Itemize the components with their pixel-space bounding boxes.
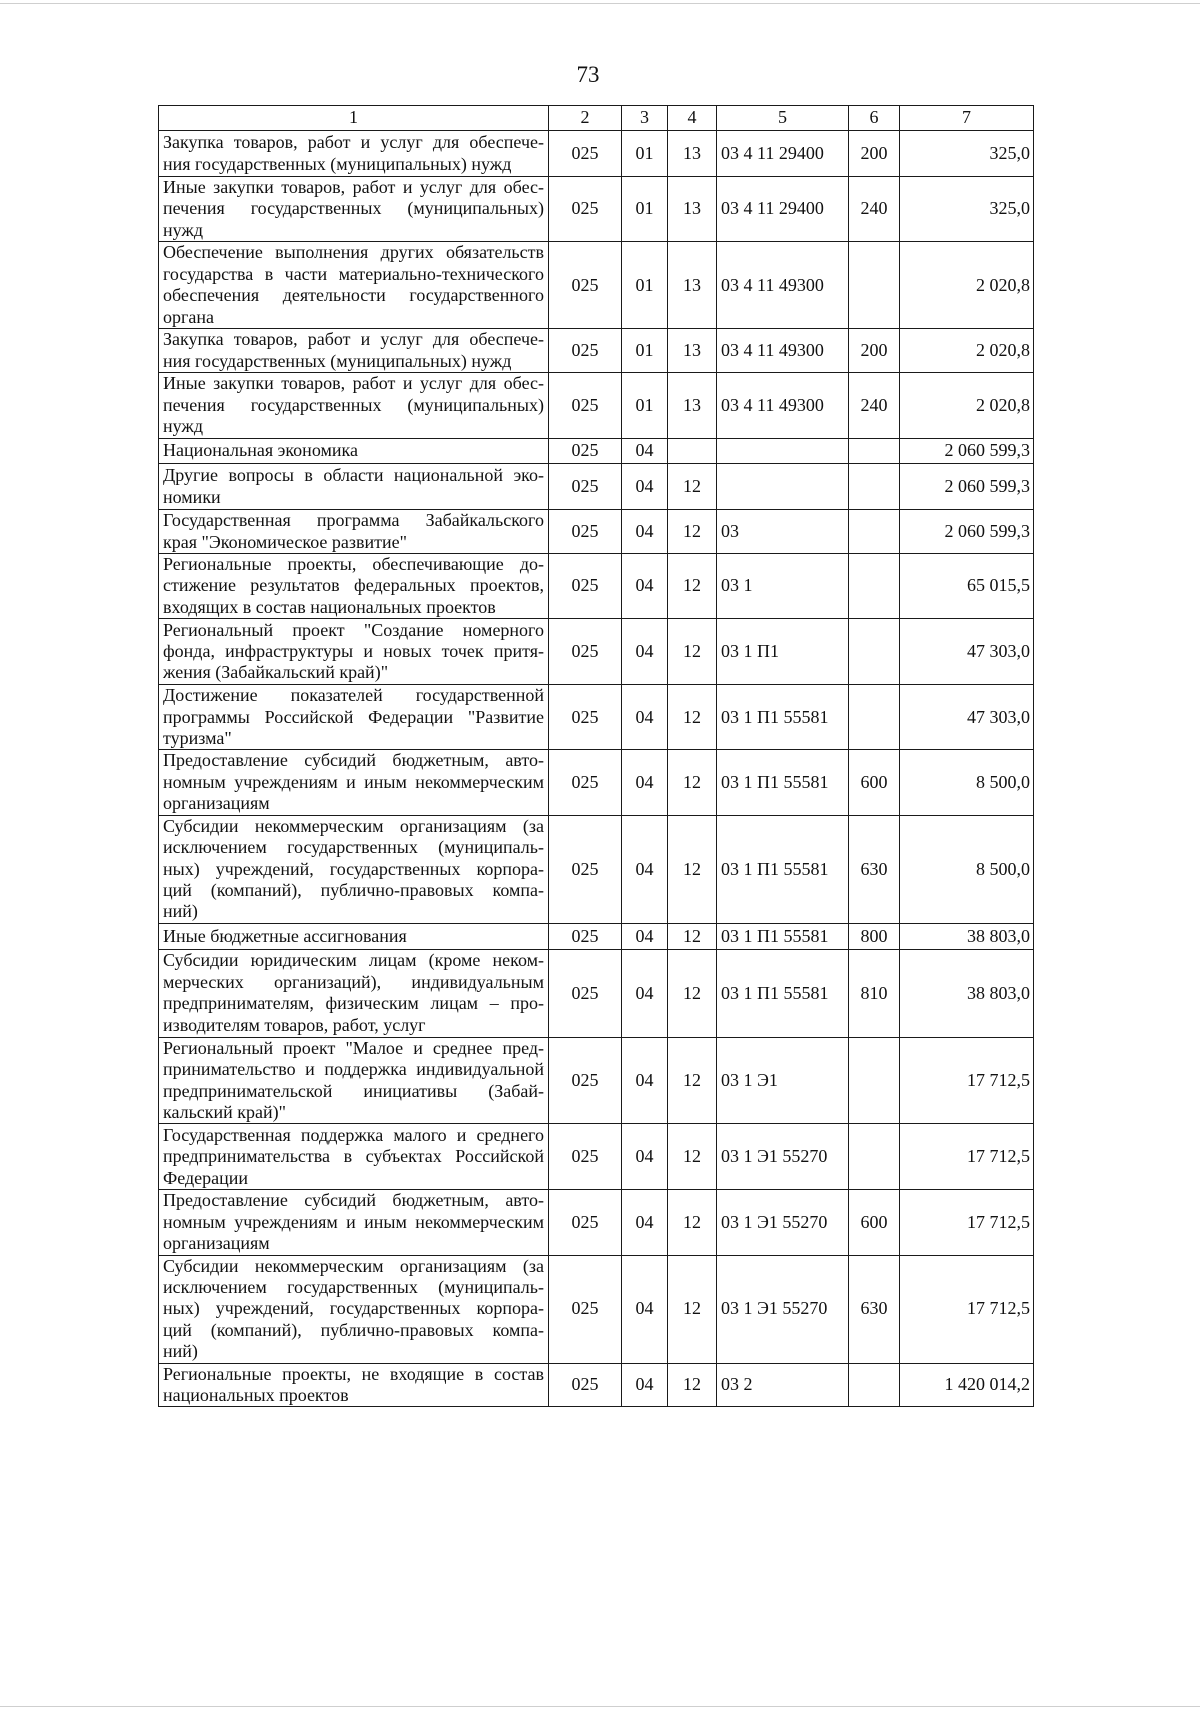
cell-amount: 17 712,5 — [900, 1255, 1034, 1363]
cell-amount: 325,0 — [900, 177, 1034, 242]
cell-section: 04 — [622, 510, 668, 554]
header-row — [159, 106, 1034, 131]
cell-expense-type — [849, 685, 900, 750]
cell-admin-code: 025 — [549, 1363, 622, 1407]
table-row — [159, 329, 1034, 373]
cell-section: 04 — [622, 619, 668, 685]
table-header — [159, 106, 1034, 131]
cell-description — [159, 131, 549, 177]
cell-expense-type: 600 — [849, 750, 900, 815]
description-line: органа — [163, 306, 214, 327]
description-line: номным учреждениям и иным некоммерческим — [163, 1211, 544, 1232]
cell-subsection: 12 — [668, 949, 717, 1037]
description-line: Региональные проекты, обеспечивающие до- — [163, 554, 544, 575]
cell-subsection: 12 — [668, 1255, 717, 1363]
cell-description — [159, 554, 549, 619]
cell-target-article: 03 1 Э1 55270 — [717, 1255, 849, 1363]
cell-target-article: 03 1 Э1 — [717, 1037, 849, 1124]
cell-section: 04 — [622, 1124, 668, 1190]
description-line: Иные бюджетные ассигнования — [163, 925, 407, 946]
cell-admin-code: 025 — [549, 373, 622, 439]
cell-description — [159, 1255, 549, 1363]
cell-admin-code: 025 — [549, 464, 622, 510]
description-line: изводителям товаров, работ, услуг — [163, 1014, 426, 1035]
cell-amount: 17 712,5 — [900, 1124, 1034, 1190]
cell-amount: 1 420 014,2 — [900, 1363, 1034, 1407]
cell-expense-type: 200 — [849, 131, 900, 177]
cell-admin-code: 025 — [549, 1124, 622, 1190]
description-line: нужд — [163, 416, 203, 437]
cell-target-article — [717, 439, 849, 464]
description-line: национальных проектов — [163, 1385, 349, 1405]
cell-section: 04 — [622, 685, 668, 750]
cell-subsection: 12 — [668, 554, 717, 619]
cell-description — [159, 510, 549, 554]
cell-section: 01 — [622, 329, 668, 373]
header-cell-1: 1 — [159, 106, 549, 131]
cell-admin-code: 025 — [549, 750, 622, 815]
description-line: стижение результатов федеральных проектов, — [163, 575, 544, 596]
cell-subsection: 12 — [668, 510, 717, 554]
cell-section: 04 — [622, 923, 668, 949]
cell-subsection: 12 — [668, 1363, 717, 1407]
table-row — [159, 619, 1034, 685]
header-cell-2: 2 — [549, 106, 622, 131]
table-row — [159, 1037, 1034, 1124]
cell-target-article: 03 1 П1 55581 — [717, 923, 849, 949]
header-cell-3: 3 — [622, 106, 668, 131]
description-line: Закупка товаров, работ и услуг для обеспече- — [163, 329, 544, 350]
cell-description — [159, 1124, 549, 1190]
description-line: Обеспечение выполнения других обязательств — [163, 242, 544, 263]
cell-amount: 2 020,8 — [900, 329, 1034, 373]
cell-section: 04 — [622, 464, 668, 510]
cell-admin-code: 025 — [549, 1255, 622, 1363]
cell-target-article: 03 2 — [717, 1363, 849, 1407]
cell-subsection: 13 — [668, 242, 717, 329]
description-line: ния государственных (муниципальных) нужд — [163, 350, 512, 371]
description-line: Иные закупки товаров, работ и услуг для обес- — [163, 177, 544, 197]
table-row — [159, 1190, 1034, 1255]
cell-target-article: 03 1 П1 55581 — [717, 815, 849, 923]
cell-admin-code: 025 — [549, 554, 622, 619]
cell-subsection — [668, 439, 717, 464]
cell-target-article: 03 1 — [717, 554, 849, 619]
cell-target-article: 03 4 11 49300 — [717, 373, 849, 439]
cell-description — [159, 373, 549, 439]
cell-expense-type: 240 — [849, 373, 900, 439]
cell-subsection: 12 — [668, 619, 717, 685]
cell-admin-code: 025 — [549, 815, 622, 923]
cell-amount: 325,0 — [900, 131, 1034, 177]
header-cell-7: 7 — [900, 106, 1034, 131]
description-line: принимательство и поддержка индивидуальной — [163, 1059, 544, 1080]
description-line: ных) учреждений, государственных корпора- — [163, 858, 544, 879]
description-line: входящих в состав национальных проектов — [163, 596, 496, 617]
description-line: государства в части материально-технического — [163, 263, 544, 284]
cell-expense-type: 240 — [849, 177, 900, 242]
description-line: ний) — [163, 1341, 198, 1362]
table-row — [159, 510, 1034, 554]
table-row — [159, 685, 1034, 750]
description-line: организациям — [163, 1233, 270, 1254]
cell-amount: 2 060 599,3 — [900, 439, 1034, 464]
cell-target-article: 03 1 Э1 55270 — [717, 1190, 849, 1255]
table-row — [159, 1255, 1034, 1363]
cell-subsection: 12 — [668, 815, 717, 923]
cell-section: 04 — [622, 554, 668, 619]
cell-description — [159, 923, 549, 949]
cell-description — [159, 242, 549, 329]
cell-subsection: 12 — [668, 1037, 717, 1124]
cell-expense-type — [849, 1363, 900, 1407]
header-cell-4: 4 — [668, 106, 717, 131]
table-row — [159, 815, 1034, 923]
cell-expense-type — [849, 554, 900, 619]
description-line: края "Экономическое развитие" — [163, 531, 407, 552]
description-line: Субсидии юридическим лицам (кроме неком- — [163, 950, 544, 971]
cell-section: 04 — [622, 439, 668, 464]
description-line: обеспечения деятельности государственного — [163, 285, 544, 306]
description-line: программы Российской Федерации "Развитие — [163, 706, 544, 727]
cell-section: 04 — [622, 949, 668, 1037]
description-line: Региональный проект "Создание номерного — [163, 619, 544, 640]
cell-amount: 38 803,0 — [900, 923, 1034, 949]
cell-admin-code: 025 — [549, 329, 622, 373]
cell-amount: 65 015,5 — [900, 554, 1034, 619]
description-line: Другие вопросы в области национальной эко- — [163, 465, 544, 486]
cell-expense-type: 810 — [849, 949, 900, 1037]
scan-edge-line-top — [0, 3, 1200, 4]
cell-subsection: 13 — [668, 329, 717, 373]
description-line: Предоставление субсидий бюджетным, авто- — [163, 1190, 544, 1211]
cell-amount: 2 060 599,3 — [900, 510, 1034, 554]
cell-admin-code: 025 — [549, 242, 622, 329]
cell-target-article: 03 1 П1 55581 — [717, 750, 849, 815]
cell-admin-code: 025 — [549, 949, 622, 1037]
budget-table — [158, 105, 1034, 1407]
cell-section: 01 — [622, 373, 668, 439]
cell-admin-code: 025 — [549, 1190, 622, 1255]
cell-description — [159, 619, 549, 685]
cell-expense-type — [849, 619, 900, 685]
cell-target-article: 03 4 11 49300 — [717, 329, 849, 373]
cell-expense-type: 800 — [849, 923, 900, 949]
description-line: печения государственных (муниципальных) — [163, 198, 544, 219]
table-row — [159, 1124, 1034, 1190]
cell-amount: 2 020,8 — [900, 373, 1034, 439]
table-row — [159, 554, 1034, 619]
table-row — [159, 177, 1034, 242]
description-line: ций (компаний), публично-правовых компа- — [163, 879, 544, 900]
cell-description — [159, 750, 549, 815]
description-line: Региональные проекты, не входящие в состав — [163, 1363, 544, 1384]
table-row — [159, 923, 1034, 949]
cell-admin-code: 025 — [549, 177, 622, 242]
scan-edge-line-bottom — [0, 1706, 1200, 1707]
cell-admin-code: 025 — [549, 510, 622, 554]
cell-target-article: 03 4 11 29400 — [717, 131, 849, 177]
description-line: кальский край)" — [163, 1101, 287, 1122]
description-line: туризма" — [163, 728, 232, 749]
description-line: Федерации — [163, 1167, 249, 1188]
cell-subsection: 13 — [668, 177, 717, 242]
cell-subsection: 13 — [668, 131, 717, 177]
description-line: номным учреждениям и иным некоммерческим — [163, 771, 544, 792]
description-line: Национальная экономика — [163, 440, 358, 461]
cell-description — [159, 815, 549, 923]
cell-section: 04 — [622, 1190, 668, 1255]
table-row — [159, 464, 1034, 510]
cell-description — [159, 1363, 549, 1407]
description-line: Закупка товаров, работ и услуг для обеспече- — [163, 132, 544, 153]
cell-expense-type — [849, 510, 900, 554]
cell-expense-type — [849, 242, 900, 329]
cell-amount: 17 712,5 — [900, 1037, 1034, 1124]
cell-admin-code: 025 — [549, 1037, 622, 1124]
cell-description — [159, 177, 549, 242]
cell-subsection: 13 — [668, 373, 717, 439]
header-cell-5: 5 — [717, 106, 849, 131]
cell-section: 01 — [622, 177, 668, 242]
cell-expense-type — [849, 439, 900, 464]
table-row — [159, 949, 1034, 1037]
cell-target-article: 03 1 Э1 55270 — [717, 1124, 849, 1190]
table-body — [159, 131, 1034, 1407]
cell-target-article: 03 1 П1 55581 — [717, 949, 849, 1037]
cell-amount: 2 020,8 — [900, 242, 1034, 329]
cell-description — [159, 464, 549, 510]
description-line: Достижение показателей государственной — [163, 685, 544, 706]
cell-section: 04 — [622, 750, 668, 815]
cell-description — [159, 685, 549, 750]
cell-section: 04 — [622, 1037, 668, 1124]
cell-subsection: 12 — [668, 464, 717, 510]
cell-description — [159, 1037, 549, 1124]
cell-target-article: 03 4 11 29400 — [717, 177, 849, 242]
table-row — [159, 131, 1034, 177]
page-number: 73 — [576, 62, 600, 87]
cell-section: 01 — [622, 131, 668, 177]
cell-expense-type: 630 — [849, 1255, 900, 1363]
description-line: исключением государственных (муниципаль- — [163, 1276, 544, 1297]
cell-subsection: 12 — [668, 750, 717, 815]
description-line: ций (компаний), публично-правовых компа- — [163, 1319, 544, 1340]
cell-target-article — [717, 464, 849, 510]
table-row — [159, 750, 1034, 815]
cell-subsection: 12 — [668, 923, 717, 949]
cell-amount: 38 803,0 — [900, 949, 1034, 1037]
description-line: предпринимательства в субъектах Российской — [163, 1146, 544, 1167]
cell-admin-code: 025 — [549, 685, 622, 750]
cell-description — [159, 329, 549, 373]
cell-subsection: 12 — [668, 1124, 717, 1190]
cell-amount: 17 712,5 — [900, 1190, 1034, 1255]
table-row — [159, 373, 1034, 439]
cell-expense-type: 200 — [849, 329, 900, 373]
cell-subsection: 12 — [668, 1190, 717, 1255]
description-line: номики — [163, 486, 221, 507]
cell-admin-code: 025 — [549, 439, 622, 464]
cell-description — [159, 949, 549, 1037]
description-line: Субсидии некоммерческим организациям (за — [163, 1255, 544, 1276]
cell-amount: 47 303,0 — [900, 685, 1034, 750]
cell-subsection: 12 — [668, 685, 717, 750]
header-cell-6: 6 — [849, 106, 900, 131]
description-line: ных) учреждений, государственных корпора- — [163, 1298, 544, 1319]
description-line: фонда, инфраструктуры и новых точек притя- — [163, 641, 544, 662]
cell-section: 01 — [622, 242, 668, 329]
description-line: Государственная программа Забайкальского — [163, 510, 544, 531]
table-row — [159, 242, 1034, 329]
cell-expense-type — [849, 1124, 900, 1190]
cell-target-article: 03 1 П1 — [717, 619, 849, 685]
description-line: Иные закупки товаров, работ и услуг для обес- — [163, 373, 544, 394]
table-row — [159, 1363, 1034, 1407]
description-line: предпринимательской инициативы (Забай- — [163, 1080, 544, 1101]
cell-expense-type — [849, 464, 900, 510]
description-line: ния государственных (муниципальных) нужд — [163, 153, 512, 174]
description-line: Региональный проект "Малое и среднее пред- — [163, 1037, 544, 1058]
cell-amount: 8 500,0 — [900, 815, 1034, 923]
cell-target-article: 03 4 11 49300 — [717, 242, 849, 329]
cell-admin-code: 025 — [549, 619, 622, 685]
description-line: Предоставление субсидий бюджетным, авто- — [163, 750, 544, 771]
description-line: Государственная поддержка малого и среднего — [163, 1124, 544, 1145]
cell-section: 04 — [622, 1255, 668, 1363]
cell-section: 04 — [622, 1363, 668, 1407]
description-line: мерческих организаций), индивидуальным — [163, 971, 544, 992]
cell-admin-code: 025 — [549, 131, 622, 177]
cell-amount: 8 500,0 — [900, 750, 1034, 815]
cell-expense-type: 600 — [849, 1190, 900, 1255]
cell-target-article: 03 — [717, 510, 849, 554]
description-line: нужд — [163, 219, 203, 240]
cell-expense-type — [849, 1037, 900, 1124]
cell-description — [159, 439, 549, 464]
description-line: жения (Забайкальский край)" — [163, 662, 389, 683]
cell-amount: 47 303,0 — [900, 619, 1034, 685]
description-line: организациям — [163, 793, 270, 814]
cell-target-article: 03 1 П1 55581 — [717, 685, 849, 750]
cell-expense-type: 630 — [849, 815, 900, 923]
table-row — [159, 439, 1034, 464]
description-line: предпринимателям, физическим лицам – про- — [163, 993, 544, 1014]
cell-amount: 2 060 599,3 — [900, 464, 1034, 510]
cell-section: 04 — [622, 815, 668, 923]
description-line: печения государственных (муниципальных) — [163, 394, 544, 415]
cell-admin-code: 025 — [549, 923, 622, 949]
cell-description — [159, 1190, 549, 1255]
description-line: Субсидии некоммерческим организациям (за — [163, 815, 544, 836]
description-line: исключением государственных (муниципаль- — [163, 837, 544, 858]
description-line: ний) — [163, 901, 198, 922]
